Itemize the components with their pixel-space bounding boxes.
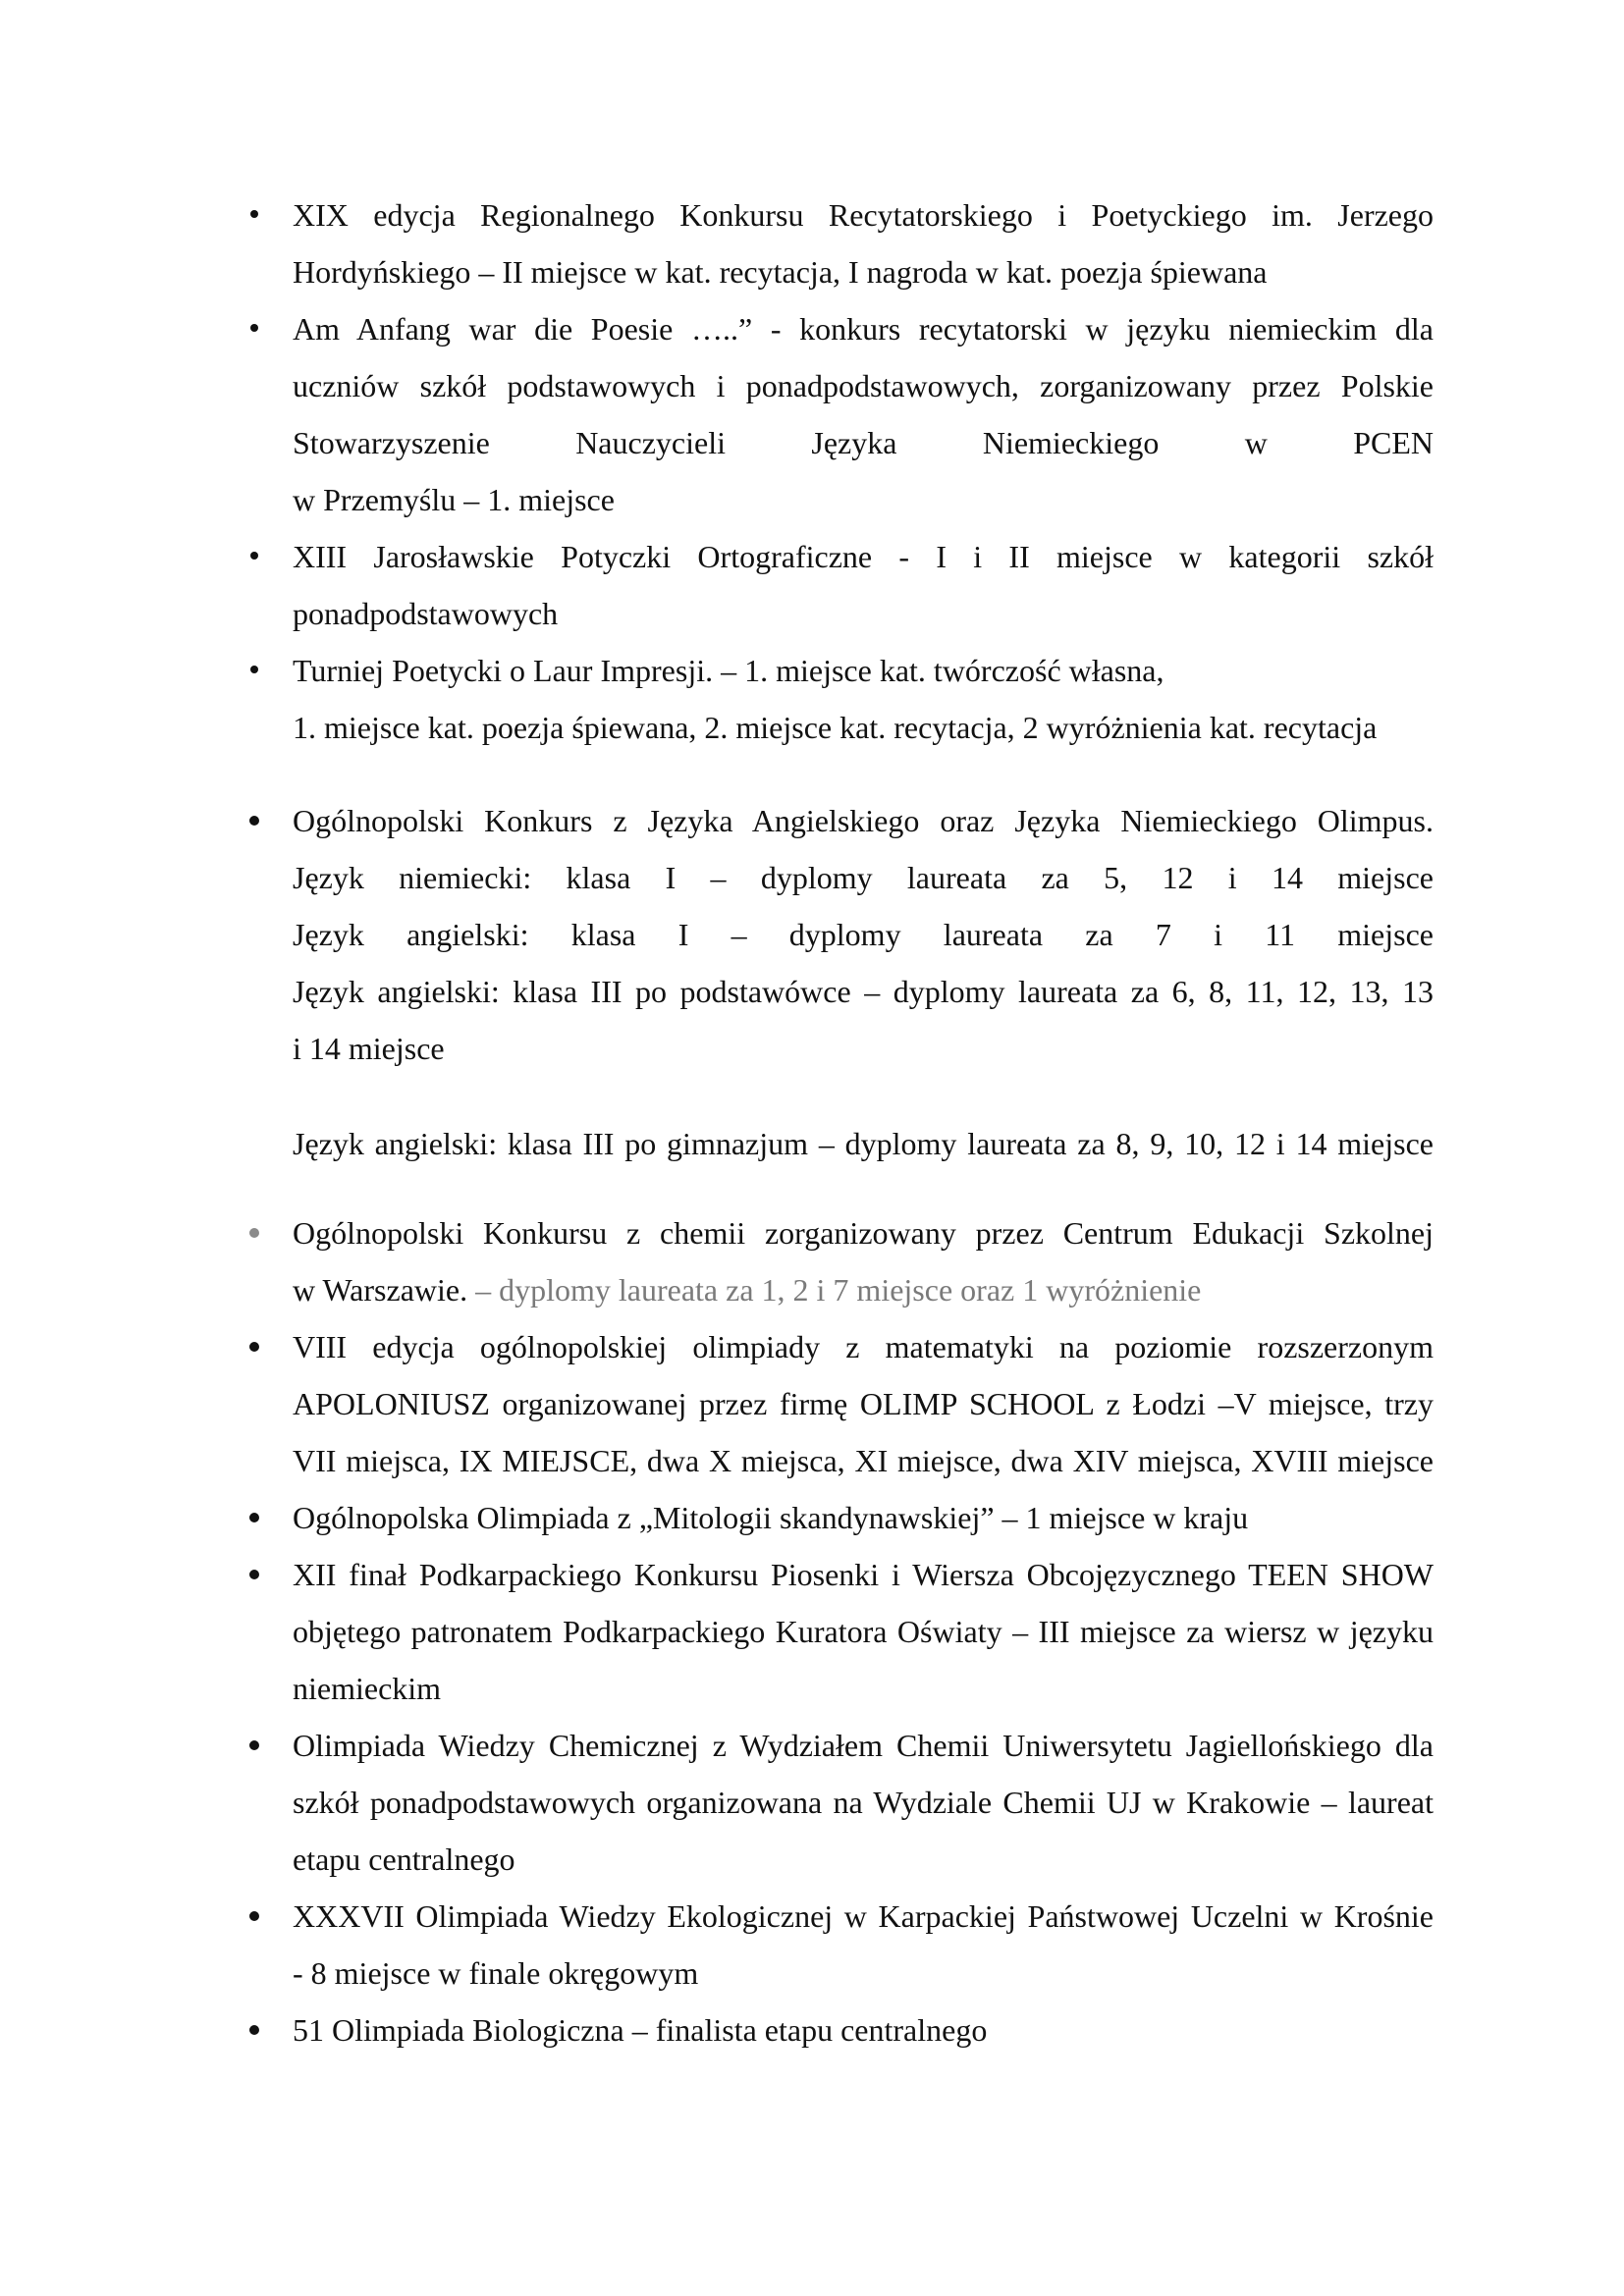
- list-item-line: Turniej Poetycki o Laur Impresji. – 1. miejsce kat. twórczość własna,: [293, 653, 1164, 688]
- list-item-line: uczniów szkół podstawowych i ponadpodstawowych, zorganizowany przez Polskie: [293, 368, 1434, 403]
- list-item-line: Stowarzyszenie Nauczycieli Języka Niemieckiego w PCEN: [293, 425, 1434, 460]
- list-item-line: Hordyńskiego – II miejsce w kat. recytacja, I nagroda w kat. poezja śpiewana: [293, 254, 1268, 290]
- list-item-line: VIII edycja ogólnopolskiej olimpiady z matematyki na poziomie rozszerzonym: [293, 1329, 1434, 1364]
- list-item-line: Język angielski: klasa III po podstawówce – dyplomy laureata za 6, 8, 11, 12, 13, 13: [293, 974, 1434, 1009]
- list-bullet: [249, 816, 259, 826]
- list-item-line: niemieckim: [293, 1671, 442, 1706]
- list-bullet: [250, 210, 258, 218]
- list-item-text: w Warszawie.: [293, 1272, 468, 1308]
- list-item-line: XIX edycja Regionalnego Konkursu Recytatorskiego i Poetyckiego im. Jerzego: [293, 197, 1434, 233]
- list-bullet: [250, 552, 258, 560]
- list-item-line: Ogólnopolski Konkursu z chemii zorganizowany przez Centrum Edukacji Szkolnej: [293, 1215, 1434, 1251]
- list-item-line: i 14 miejsce: [293, 1031, 445, 1066]
- list-item-line: VII miejsca, IX MIEJSCE, dwa X miejsca, XI miejsce, dwa XIV miejsca, XVIII miejsce: [293, 1443, 1434, 1478]
- list-item-extra-line: Język angielski: klasa III po gimnazjum – dyplomy laureata za 8, 9, 10, 12 i 14 miejsce: [293, 1126, 1434, 1161]
- list-item-grey-text: – dyplomy laureata za 1, 2 i 7 miejsce oraz 1 wyróżnienie: [467, 1272, 1202, 1308]
- list-bullet: [249, 1228, 259, 1238]
- list-item-line: Am Anfang war die Poesie …..” - konkurs recytatorski w języku niemieckim dla: [293, 311, 1434, 347]
- list-item-line: Ogólnopolska Olimpiada z „Mitologii skandynawskiej” – 1 miejsce w kraju: [293, 1500, 1249, 1535]
- list-bullet: [249, 2025, 259, 2035]
- list-item-line: objętego patronatem Podkarpackiego Kuratora Oświaty – III miejsce za wiersz w języku: [293, 1614, 1434, 1649]
- list-item-line: Język angielski: klasa I – dyplomy laureata za 7 i 11 miejsce: [293, 917, 1434, 952]
- list-item-line: Ogólnopolski Konkurs z Języka Angielskiego oraz Języka Niemieckiego Olimpus.: [293, 803, 1434, 838]
- list-item-line: [293, 1261, 1434, 1318]
- list-item-line: - 8 miejsce w finale okręgowym: [293, 1955, 699, 1991]
- list-item-line: XIII Jarosławskie Potyczki Ortograficzne - I i II miejsce w kategorii szkół: [293, 539, 1434, 574]
- list-item-line: XII finał Podkarpackiego Konkursu Piosenki i Wiersza Obcojęzycznego TEEN SHOW: [293, 1557, 1434, 1592]
- list-item-line: etapu centralnego: [293, 1842, 515, 1877]
- list-bullet: [249, 1513, 259, 1522]
- list-bullet: [249, 1342, 259, 1352]
- list-item-line: ponadpodstawowych: [293, 596, 559, 631]
- list-item-line: szkół ponadpodstawowych organizowana na Wydziale Chemii UJ w Krakowie – laureat: [293, 1785, 1434, 1820]
- list-item-line: Język niemiecki: klasa I – dyplomy laureata za 5, 12 i 14 miejsce: [293, 860, 1434, 895]
- list-item-line: APOLONIUSZ organizowanej przez firmę OLIMP SCHOOL z Łodzi –V miejsce, trzy: [293, 1386, 1434, 1421]
- list-bullet: [250, 666, 258, 673]
- list-item-line: 1. miejsce kat. poezja śpiewana, 2. miejsce kat. recytacja, 2 wyróżnienia kat. recytacja: [293, 710, 1378, 745]
- list-item-line: 51 Olimpiada Biologiczna – finalista etapu centralnego: [293, 2012, 988, 2048]
- list-item-line: XXXVII Olimpiada Wiedzy Ekologicznej w Karpackiej Państwowej Uczelni w Krośnie: [293, 1898, 1434, 1934]
- list-item-line: w Przemyślu – 1. miejsce: [293, 482, 615, 517]
- list-bullet: [250, 324, 258, 332]
- list-bullet: [249, 1570, 259, 1579]
- list-bullet: [249, 1911, 259, 1921]
- list-bullet: [249, 1740, 259, 1750]
- list-item-line: Olimpiada Wiedzy Chemicznej z Wydziałem Chemii Uniwersytetu Jagiellońskiego dla: [293, 1728, 1434, 1763]
